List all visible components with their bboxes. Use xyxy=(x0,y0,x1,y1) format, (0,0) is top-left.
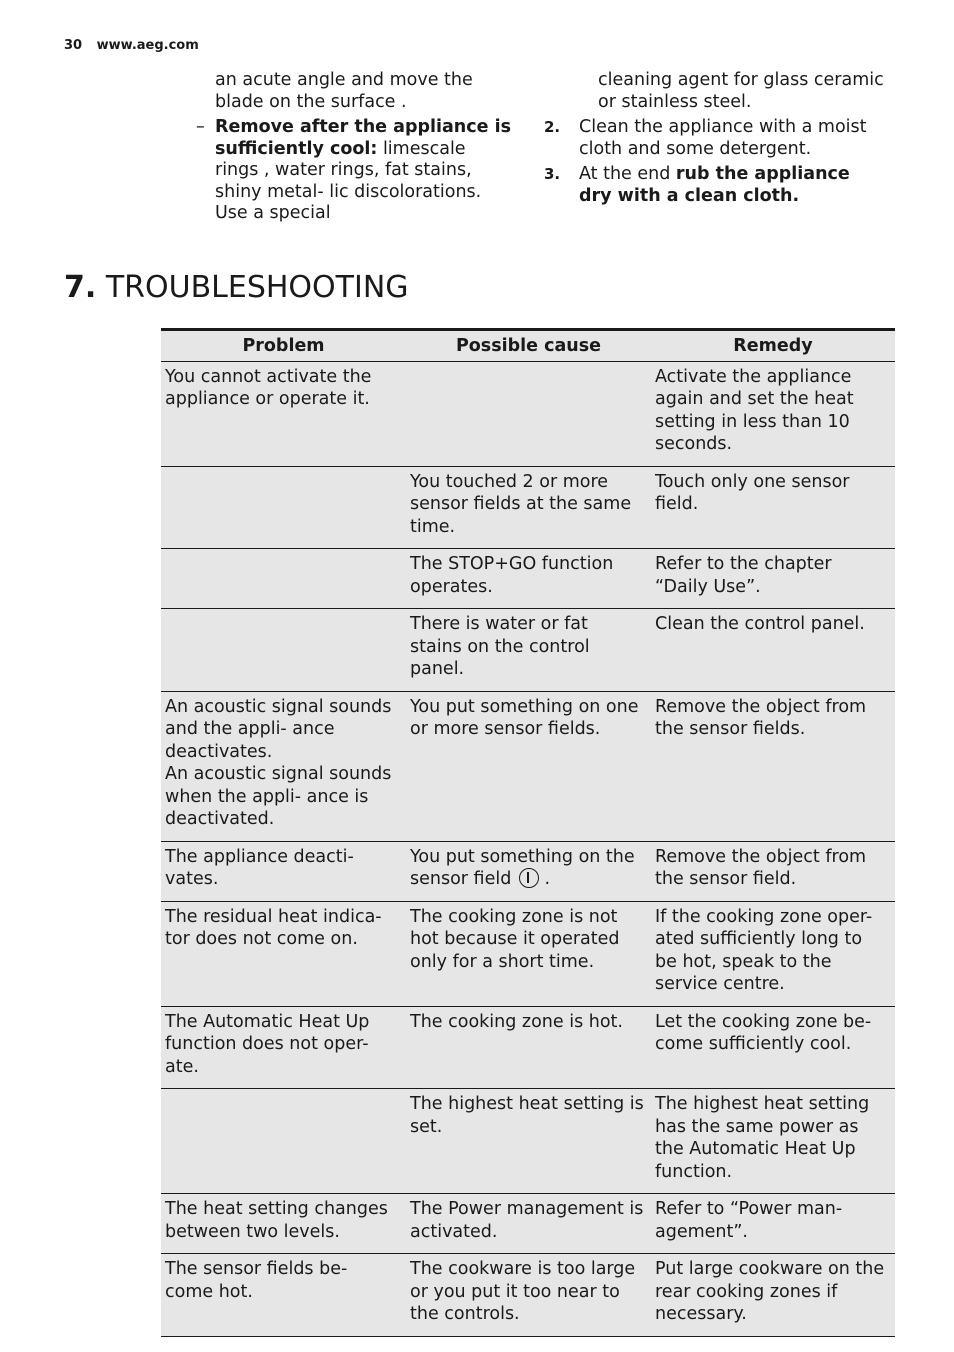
remedy-cell: Refer to the chapter “Daily Use”. xyxy=(651,549,895,609)
cause-suffix: . xyxy=(538,869,551,889)
cause-cell: There is water or fat stains on the control panel. xyxy=(406,609,651,692)
remedy-cell: Remove the object from the sensor fields. xyxy=(651,691,895,841)
table-row xyxy=(161,466,895,549)
header-problem: Problem xyxy=(161,330,406,362)
step-body: At the end xyxy=(579,164,676,184)
left-text-column xyxy=(196,70,514,229)
cause-cell: The cooking zone is hot. xyxy=(406,1006,651,1089)
table-row xyxy=(161,1089,895,1194)
table-row xyxy=(161,901,895,1006)
problem-cell xyxy=(161,466,406,549)
section-title: TROUBLESHOOTING xyxy=(105,270,409,305)
remedy-cell: The highest heat setting has the same power as the Automatic Heat Up function. xyxy=(651,1089,895,1194)
remedy-cell: Clean the control panel. xyxy=(651,609,895,692)
problem-cell: The sensor fields be- come hot. xyxy=(161,1254,406,1337)
table-row xyxy=(161,691,895,841)
cause-cell: The highest heat setting is set. xyxy=(406,1089,651,1194)
right-text-column xyxy=(544,70,884,211)
step-body: Clean the appliance with a moist cloth and some detergent. xyxy=(579,117,867,159)
problem-cell: The Automatic Heat Up function does not oper- ate. xyxy=(161,1006,406,1089)
problem-line: An acoustic signal sounds when the appli- ance is deactivated. xyxy=(165,764,392,829)
table-row xyxy=(161,1006,895,1089)
problem-cell: You cannot activate the appliance or operate it. xyxy=(161,361,406,466)
step-text xyxy=(579,164,884,207)
remedy-cell: If the cooking zone oper- ated sufficiently long to be hot, speak to the service centre. xyxy=(651,901,895,1006)
problem-cell xyxy=(161,609,406,692)
cause-cell: The STOP+GO function operates. xyxy=(406,549,651,609)
step-item xyxy=(544,117,884,160)
power-icon xyxy=(519,868,539,888)
problem-line: An acoustic signal sounds and the appli- ance deactivates. xyxy=(165,696,392,762)
problem-cell xyxy=(161,1089,406,1194)
step-item xyxy=(544,164,884,207)
table-row xyxy=(161,361,895,466)
problem-cell: The heat setting changes between two levels. xyxy=(161,1194,406,1254)
table-row xyxy=(161,609,895,692)
cause-cell: The Power management is activated. xyxy=(406,1194,651,1254)
step-text xyxy=(579,117,884,160)
remedy-cell: Remove the object from the sensor field. xyxy=(651,841,895,901)
dash-item-text xyxy=(215,117,514,225)
problem-cell: The appliance deacti- vates. xyxy=(161,841,406,901)
cause-cell: The cookware is too large or you put it too near to the controls. xyxy=(406,1254,651,1337)
table-header-row xyxy=(161,330,895,362)
page-header xyxy=(64,38,199,53)
table-row xyxy=(161,549,895,609)
continuation-text: an acute angle and move the blade on the surface . xyxy=(215,70,473,112)
remedy-cell: Let the cooking zone be- come sufficiently cool. xyxy=(651,1006,895,1089)
step-number: 3. xyxy=(544,165,561,183)
remedy-cell: Activate the appliance again and set the heat setting in less than 10 seconds. xyxy=(651,361,895,466)
table-row xyxy=(161,1254,895,1337)
problem-cell xyxy=(161,549,406,609)
dash-marker: – xyxy=(196,117,205,137)
dash-item-bold: Remove after the appliance is sufficiently cool: xyxy=(215,117,512,159)
cause-cell: The cooking zone is not hot because it operated only for a short time. xyxy=(406,901,651,1006)
remedy-cell: Touch only one sensor field. xyxy=(651,466,895,549)
dash-item-body: limescale rings , water rings, fat stains, shiny metal- lic discolorations. Use a special xyxy=(215,138,482,223)
section-number: 7. xyxy=(64,270,97,305)
step-number: 2. xyxy=(544,118,561,136)
remedy-cell: Refer to “Power man- agement”. xyxy=(651,1194,895,1254)
remedy-cell: Put large cookware on the rear cooking zones if necessary. xyxy=(651,1254,895,1337)
cause-cell xyxy=(406,361,651,466)
continuation-text-right: cleaning agent for glass ceramic or stainless steel. xyxy=(598,70,884,112)
troubleshooting-table xyxy=(161,328,895,1337)
problem-cell xyxy=(161,691,406,841)
header-cause: Possible cause xyxy=(406,330,651,362)
cause-text: You put something on the sensor field xyxy=(410,846,635,889)
table-row xyxy=(161,1194,895,1254)
problem-cell: The residual heat indica- tor does not come on. xyxy=(161,901,406,1006)
dash-list-item xyxy=(196,117,514,225)
page-number: 30 xyxy=(64,38,83,53)
cause-cell xyxy=(406,841,651,901)
step-bold: rub the appliance dry with a clean cloth. xyxy=(579,164,850,206)
table-row xyxy=(161,841,895,901)
section-heading xyxy=(64,268,409,308)
cause-cell: You touched 2 or more sensor fields at the same time. xyxy=(406,466,651,549)
site-url: www.aeg.com xyxy=(96,38,199,53)
header-remedy: Remedy xyxy=(651,330,895,362)
cause-cell: You put something on one or more sensor fields. xyxy=(406,691,651,841)
